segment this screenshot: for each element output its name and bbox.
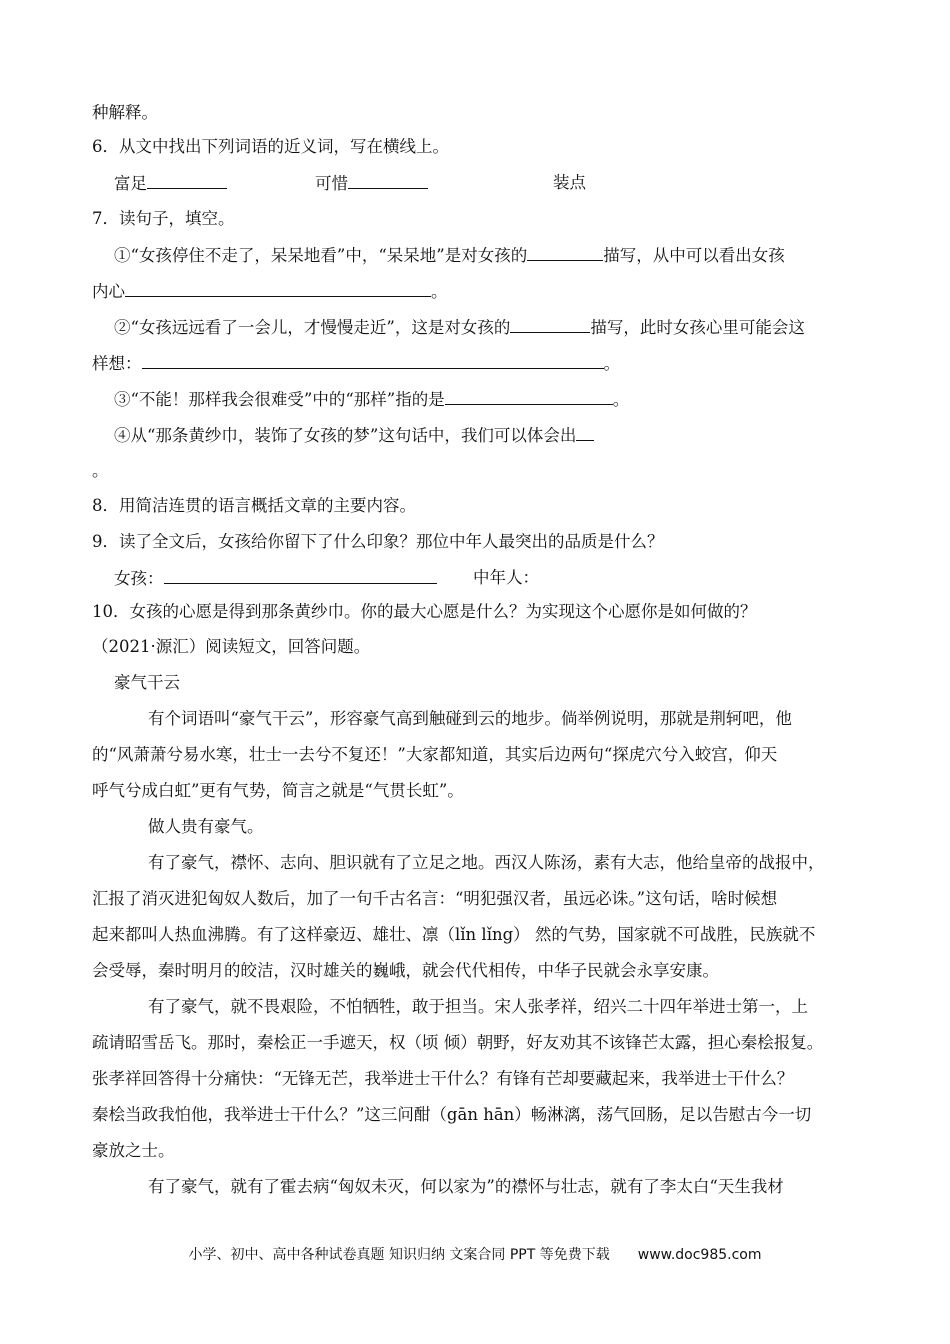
question-7-4-cont: 。 xyxy=(92,461,109,480)
q7-1-text-d: 。 xyxy=(431,282,448,301)
passage-line: 有了豪气，襟怀、志向、胆识就有了立足之地。西汉人陈汤，素有大志，他给皇帝的战报中， xyxy=(148,853,825,872)
question-7: 7．读句子，填空。 xyxy=(92,209,235,228)
q7-4-text: ④从“那条黄纱巾，装饰了女孩的梦”这句话中，我们可以体会出 xyxy=(114,426,577,445)
passage-line: 有了豪气，就有了霍去病“匈奴未灭，何以家为”的襟怀与壮志，就有了李太白“天生我材 xyxy=(148,1177,784,1196)
text-line: 种解释。 xyxy=(92,103,158,122)
answer-blank[interactable] xyxy=(125,280,431,297)
question-10: 10．女孩的心愿是得到那条黄纱巾。你的最大心愿是什么？为实现这个心愿你是如何做的？ xyxy=(92,602,757,621)
question-9: 9．读了全文后，女孩给你留下了什么印象？那位中年人最突出的品质是什么？ xyxy=(92,532,664,551)
question-7-1-cont xyxy=(92,280,448,303)
passage-line: 汇报了消灭进犯匈奴人数后，加了一句千古名言：“明犯强汉者，虽远必诛。”这句话，啥时候想 xyxy=(92,889,778,908)
answer-blank[interactable] xyxy=(445,388,613,405)
question-6-blank-2 xyxy=(315,172,428,195)
question-6-blanks xyxy=(114,172,227,195)
q7-2-text: ②“女孩远远看了一会儿，才慢慢走近”，这是对女孩的 xyxy=(114,318,511,337)
question-7-3 xyxy=(114,388,629,411)
question-7-1 xyxy=(114,244,785,267)
source-line: （2021·源汇）阅读短文，回答问题。 xyxy=(92,637,371,656)
passage-line: 起来都叫人热血沸腾。有了这样豪迈、雄壮、凛（lǐn lǐng） 然的气势，国家就不可战胜，民族就不 xyxy=(92,925,816,944)
passage-line: 张孝祥回答得十分痛快：“无锋无芒，我举进士干什么？有锋有芒却要藏起来，我举进士干什么？ xyxy=(92,1069,794,1088)
passage-line: 有个词语叫“豪气干云”，形容豪气高到触碰到云的地步。倘举例说明，那就是荆轲吧，他 xyxy=(148,709,792,728)
q7-3-text: ③“不能！那样我会很难受”中的“那样”指的是 xyxy=(114,390,445,409)
word-fuzu: 富足 xyxy=(114,174,147,193)
footer-text: 小学、初中、高中各种试卷真题 知识归纳 文案合同 PPT 等免费下载 xyxy=(188,1247,610,1263)
word-kexi: 可惜 xyxy=(315,174,348,193)
question-7-2-cont xyxy=(92,352,620,375)
q9-girl-label: 女孩： xyxy=(114,569,164,588)
footer-link[interactable]: www.doc985.com xyxy=(637,1247,762,1263)
answer-blank[interactable] xyxy=(142,352,604,369)
answer-blank[interactable] xyxy=(510,316,590,333)
question-7-4 xyxy=(114,424,594,447)
passage-line: 有了豪气，就不畏艰险，不怕牺牲，敢于担当。宋人张孝祥，绍兴二十四年举进士第一，上 xyxy=(148,997,808,1016)
q7-2-text-c: 样想： xyxy=(92,354,142,373)
answer-blank[interactable] xyxy=(348,172,428,189)
q7-2-text-b: 描写，此时女孩心里可能会这 xyxy=(590,318,805,337)
passage-title: 豪气干云 xyxy=(114,673,180,692)
q7-2-text-d: 。 xyxy=(603,354,620,373)
answer-blank[interactable] xyxy=(164,567,437,584)
passage-line: 疏请昭雪岳飞。那时，秦桧正一手遮天，权（顷 倾）朝野，好友劝其不该锋芒太露，担心秦桧报复。 xyxy=(92,1033,824,1052)
passage-line: 的“风萧萧兮易水寒，壮士一去兮不复还！”大家都知道，其实后边两句“探虎穴兮入蛟宫，仰天 xyxy=(92,745,778,764)
passage-line: 会受辱，秦时明月的皎洁，汉时雄关的巍峨，就会代代相传，中华子民就会永享安康。 xyxy=(92,961,719,980)
q9-man-label: 中年人： xyxy=(473,568,539,587)
question-9-answer-girl xyxy=(114,567,437,590)
answer-blank[interactable] xyxy=(147,172,227,189)
page-footer xyxy=(0,1244,950,1264)
question-6: 6．从文中找出下列词语的近义词，写在横线上。 xyxy=(92,137,449,156)
question-8: 8．用简洁连贯的语言概括文章的主要内容。 xyxy=(92,496,416,515)
passage-line: 豪放之士。 xyxy=(92,1141,175,1160)
q7-1-text-b: 描写，从中可以看出女孩 xyxy=(603,246,785,265)
answer-blank[interactable] xyxy=(527,244,603,261)
q7-3-text-b: 。 xyxy=(612,390,630,409)
q7-1-text-c: 内心 xyxy=(92,282,125,301)
question-7-2 xyxy=(114,316,805,339)
word-zhuangdian: 装点 xyxy=(553,173,586,192)
passage-line: 做人贵有豪气。 xyxy=(148,817,264,836)
passage-line: 秦桧当政我怕他，我举进士干什么？”这三问酣（gān hān）畅淋漓，荡气回肠，足以告慰古今一切 xyxy=(92,1105,812,1124)
passage-line: 呼气兮成白虹”更有气势，简言之就是“气贯长虹”。 xyxy=(92,781,464,800)
q7-1-text: ①“女孩停住不走了，呆呆地看”中，“呆呆地”是对女孩的 xyxy=(114,246,528,265)
answer-blank[interactable] xyxy=(576,424,594,441)
